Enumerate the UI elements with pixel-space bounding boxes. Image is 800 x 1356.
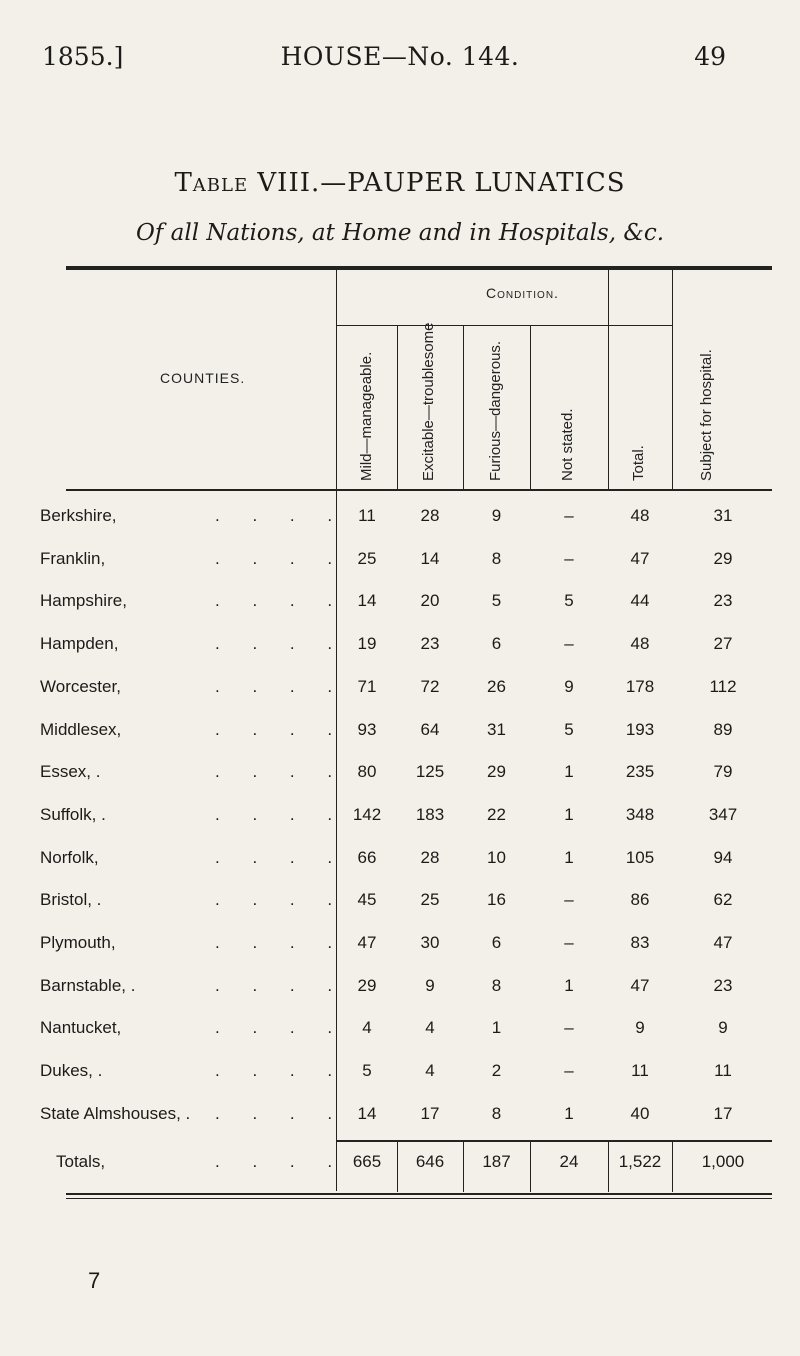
cell-total: 1,522: [618, 1152, 662, 1171]
total-header: Total.: [630, 445, 647, 481]
county-name: Franklin,: [40, 549, 106, 568]
table-row: [0, 677, 800, 707]
cell-total: 47: [630, 549, 650, 568]
cell-mild: 93: [357, 720, 377, 739]
cell-furious: 26: [487, 677, 506, 696]
cell-not-stated: 24: [559, 1152, 579, 1171]
cell-furious: 8: [491, 1104, 502, 1123]
cell-subject: 89: [713, 720, 733, 739]
cell-total: 9: [635, 1018, 645, 1037]
cell-subject: 9: [718, 1018, 728, 1037]
table-title-main: VIII.—PAUPER LUNATICS: [257, 168, 626, 198]
cell-mild: 25: [357, 549, 377, 568]
cell-mild: 66: [357, 848, 377, 867]
leader-dots: . . . .: [215, 890, 347, 909]
table-row: [0, 848, 800, 878]
county-name: Middlesex,: [40, 720, 122, 739]
cell-total: 44: [630, 591, 650, 610]
excitable-header: Excitable—troublesome: [420, 322, 437, 481]
cell-mild: 142: [352, 805, 382, 824]
cell-furious: 8: [491, 976, 502, 995]
table-row: [0, 805, 800, 835]
cell-excitable: 64: [420, 720, 440, 739]
cell-mild: 45: [357, 890, 377, 909]
cell-not-stated: 5: [564, 720, 574, 739]
cell-excitable: 25: [420, 890, 440, 909]
county-name: Worcester,: [40, 677, 121, 696]
cell-subject: 112: [709, 677, 737, 696]
cell-total: 11: [631, 1061, 649, 1080]
cell-not-stated: –: [564, 933, 574, 952]
leader-dots: . . . .: [215, 976, 347, 995]
leader-dots: . . . .: [215, 506, 347, 525]
county-name: Berkshire,: [40, 506, 117, 525]
cell-furious: 6: [491, 634, 502, 653]
county-name: State Almshouses, .: [40, 1104, 191, 1123]
col-divider: [336, 270, 337, 490]
cell-total: 193: [625, 720, 655, 739]
cell-total: 47: [630, 976, 650, 995]
county-name: Dukes, .: [40, 1061, 103, 1080]
table-row: [0, 1104, 800, 1134]
cell-excitable: 28: [420, 848, 440, 867]
cell-subject: 1,000: [701, 1152, 745, 1171]
cell-total: 235: [625, 762, 655, 781]
condition-header: Condition.: [486, 285, 559, 301]
cell-furious: 1: [491, 1018, 502, 1037]
furious-header: Furious—dangerous.: [487, 340, 504, 481]
table-row: [0, 549, 800, 579]
cell-mild: 14: [357, 591, 377, 610]
county-name: Barnstable, .: [40, 976, 136, 995]
cell-not-stated: 1: [564, 976, 574, 995]
cell-excitable: 23: [420, 634, 440, 653]
cell-mild: 665: [352, 1152, 382, 1171]
cell-furious: 16: [487, 890, 506, 909]
cell-furious: 6: [491, 933, 502, 952]
cell-mild: 71: [357, 677, 377, 696]
cell-subject: 94: [713, 848, 733, 867]
table-row: [0, 762, 800, 792]
header-year: 1855.]: [42, 42, 124, 71]
cell-subject: 79: [713, 762, 733, 781]
col-divider: [463, 326, 464, 490]
cell-excitable: 72: [420, 677, 440, 696]
table-row: [0, 591, 800, 621]
cell-subject: 29: [713, 549, 733, 568]
leader-dots: . . . .: [215, 677, 347, 696]
cell-excitable: 183: [415, 805, 445, 824]
cell-not-stated: 9: [564, 677, 574, 696]
subject-header: Subject for hospital.: [698, 349, 715, 481]
leader-dots: . . . .: [215, 805, 347, 824]
county-name: Plymouth,: [40, 933, 116, 952]
cell-mild: 4: [362, 1018, 372, 1037]
cell-excitable: 646: [415, 1152, 445, 1171]
cell-total: 48: [630, 634, 650, 653]
cell-total: 105: [625, 848, 655, 867]
cell-furious: 10: [487, 848, 506, 867]
cell-total: 83: [630, 933, 650, 952]
cell-total: 86: [630, 890, 650, 909]
cell-not-stated: –: [564, 1018, 574, 1037]
cell-total: 178: [625, 677, 655, 696]
cell-total: 48: [630, 506, 650, 525]
cell-subject: 347: [708, 805, 738, 824]
leader-dots: . . . .: [215, 720, 347, 739]
cell-furious: 5: [491, 591, 502, 610]
table-row: [0, 1061, 800, 1091]
leader-dots: . . . .: [215, 933, 347, 952]
cell-not-stated: –: [564, 549, 574, 568]
table-row: [0, 933, 800, 963]
cell-mild: 47: [357, 933, 377, 952]
table-subtitle: Of all Nations, at Home and in Hospitals, &c.: [135, 220, 665, 246]
cell-not-stated: –: [564, 634, 574, 653]
cell-total: 40: [630, 1104, 650, 1123]
cell-not-stated: 1: [564, 805, 574, 824]
cell-mild: 14: [357, 1104, 377, 1123]
cell-mild: 19: [357, 634, 377, 653]
county-name: Norfolk,: [40, 848, 99, 867]
leader-dots: . . . .: [215, 1018, 347, 1037]
cell-excitable: 14: [420, 549, 440, 568]
page-number: 49: [694, 42, 726, 71]
cell-mild: 80: [357, 762, 377, 781]
table-row: [0, 634, 800, 664]
cell-subject: 17: [713, 1104, 733, 1123]
col-divider: [530, 326, 531, 490]
cell-subject: 27: [713, 634, 733, 653]
table-row: [0, 976, 800, 1006]
cell-excitable: 4: [425, 1061, 435, 1080]
not-stated-header: Not stated.: [559, 408, 576, 481]
top-rule: [66, 266, 772, 270]
totals-rule: [336, 1140, 772, 1142]
leader-dots: . . . .: [215, 848, 347, 867]
header-divider: [66, 489, 772, 491]
cell-excitable: 20: [420, 591, 440, 610]
cell-furious: 29: [487, 762, 506, 781]
cell-excitable: 30: [420, 933, 440, 952]
cell-not-stated: –: [564, 890, 574, 909]
cell-subject: 23: [713, 976, 733, 995]
cell-mild: 29: [357, 976, 377, 995]
bottom-rule: [66, 1193, 772, 1195]
cell-not-stated: –: [564, 506, 574, 525]
cell-total: 348: [625, 805, 655, 824]
cell-furious: 8: [491, 549, 502, 568]
county-name: Hampden,: [40, 634, 119, 653]
leader-dots: . . . .: [215, 762, 347, 781]
cell-excitable: 28: [420, 506, 440, 525]
col-divider: [672, 270, 673, 490]
table-title-prefix: Table: [174, 168, 249, 198]
leader-dots: . . . .: [215, 1061, 347, 1080]
cell-subject: 23: [713, 591, 733, 610]
cell-mild: 5: [362, 1061, 372, 1080]
cell-subject: 62: [713, 890, 733, 909]
footer-mark: 7: [88, 1268, 101, 1293]
totals-row: [0, 1152, 800, 1182]
leader-dots: . . . .: [215, 591, 347, 610]
cell-not-stated: 1: [564, 1104, 574, 1123]
cell-subject: 47: [713, 933, 733, 952]
county-name: Suffolk, .: [40, 805, 106, 824]
table-row: [0, 890, 800, 920]
header-title: HOUSE—No. 144.: [280, 42, 520, 71]
cell-furious: 22: [487, 805, 506, 824]
leader-dots: . . . .: [215, 549, 347, 568]
cell-excitable: 9: [425, 976, 435, 995]
leader-dots: . . . .: [215, 634, 347, 653]
leader-dots: . . . .: [215, 1104, 347, 1123]
mild-header: Mild—manageable.: [358, 351, 375, 481]
col-divider: [397, 326, 398, 490]
table-row: [0, 720, 800, 750]
cell-furious: 31: [487, 720, 506, 739]
cell-not-stated: 5: [564, 591, 574, 610]
county-name: Essex, .: [40, 762, 101, 781]
county-name: Totals,: [56, 1152, 106, 1171]
table-row: [0, 1018, 800, 1048]
page-header: [0, 42, 800, 92]
leader-dots: . . . .: [215, 1152, 347, 1171]
cell-excitable: 4: [425, 1018, 435, 1037]
bottom-rule-thin: [66, 1198, 772, 1199]
cell-excitable: 17: [420, 1104, 440, 1123]
cell-excitable: 125: [415, 762, 445, 781]
county-name: Nantucket,: [40, 1018, 122, 1037]
cell-furious: 187: [482, 1152, 511, 1171]
cell-subject: 11: [714, 1061, 732, 1080]
county-name: Bristol, .: [40, 890, 102, 909]
table-row: [0, 506, 800, 536]
cell-subject: 31: [713, 506, 733, 525]
condition-underline: [337, 325, 672, 326]
cell-furious: 9: [491, 506, 502, 525]
cell-furious: 2: [491, 1061, 502, 1080]
cell-not-stated: 1: [564, 848, 574, 867]
cell-mild: 11: [358, 506, 376, 525]
table-title: [0, 168, 800, 198]
county-name: Hampshire,: [40, 591, 127, 610]
counties-header: COUNTIES.: [160, 370, 246, 386]
cell-not-stated: –: [564, 1061, 574, 1080]
cell-not-stated: 1: [564, 762, 574, 781]
col-divider: [608, 270, 609, 490]
